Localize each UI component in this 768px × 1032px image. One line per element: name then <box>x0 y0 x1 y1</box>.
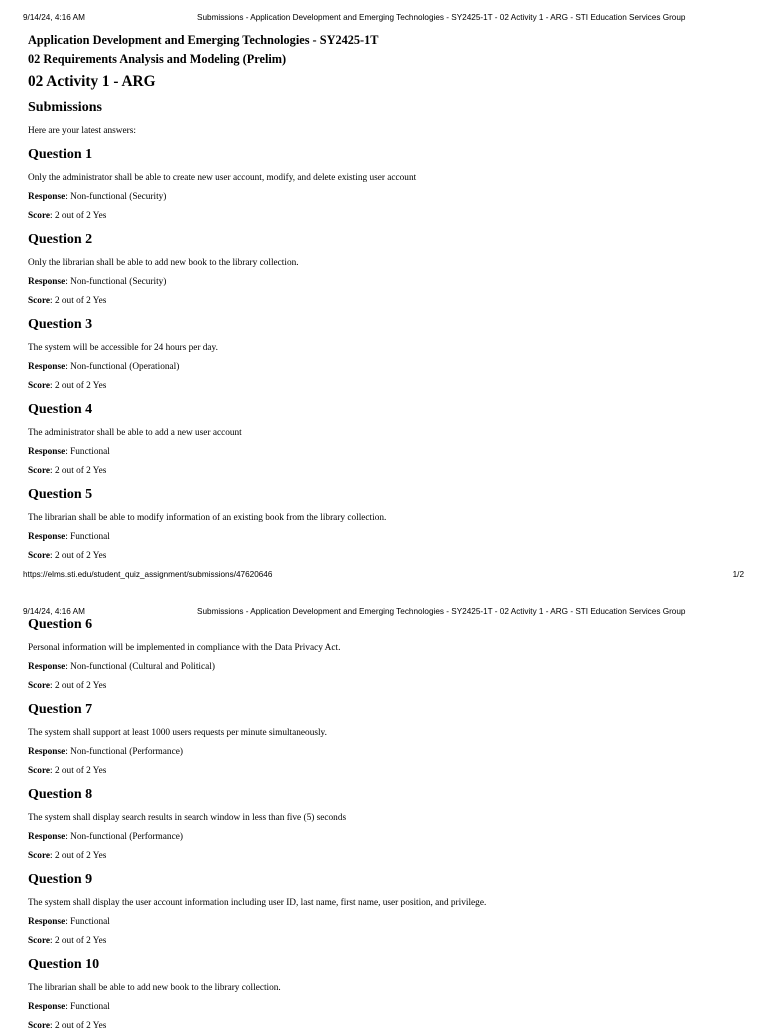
response-value: : Non-functional (Security) <box>65 277 167 287</box>
question-heading: Question 1 <box>28 147 93 162</box>
question-heading: Question 6 <box>28 617 93 632</box>
question-block-1 <box>28 146 748 222</box>
response-label: Response <box>28 1002 66 1012</box>
response-value: : Functional <box>65 447 110 457</box>
question-text: The administrator shall be able to add a new user account <box>28 428 242 438</box>
score-row <box>28 850 748 862</box>
question-text: Only the administrator shall be able to create new user account, modify, and delete existing user account <box>28 173 417 183</box>
question-block-3 <box>28 316 748 392</box>
response-label: Response <box>28 362 66 372</box>
print-page-2 <box>0 594 768 1031</box>
submission-content <box>28 32 748 562</box>
score-label: Score <box>28 466 51 476</box>
response-row <box>28 191 748 203</box>
response-row <box>28 831 748 843</box>
score-label: Score <box>28 296 51 306</box>
response-row <box>28 916 748 928</box>
score-label: Score <box>28 936 51 946</box>
response-value: : Functional <box>65 532 110 542</box>
response-value: : Non-functional (Performance) <box>65 747 183 757</box>
question-text: The librarian shall be able to add new book to the library collection. <box>28 983 281 993</box>
response-label: Response <box>28 747 66 757</box>
score-value: : 2 out of 2 Yes <box>50 551 107 561</box>
print-datetime: 9/14/24, 4:16 AM <box>23 13 85 22</box>
question-heading: Question 10 <box>28 957 100 972</box>
response-value: : Functional <box>65 917 110 927</box>
submissions-heading: Submissions <box>28 100 102 115</box>
score-row <box>28 550 748 562</box>
question-block-6 <box>28 616 748 692</box>
score-value: : 2 out of 2 Yes <box>50 851 107 861</box>
activity-title: 02 Activity 1 - ARG <box>28 73 156 90</box>
intro-text: Here are your latest answers: <box>28 126 136 136</box>
score-value: : 2 out of 2 Yes <box>50 211 107 221</box>
response-value: : Non-functional (Operational) <box>65 362 180 372</box>
course-title: Application Development and Emerging Technologies - SY2425-1T <box>28 33 379 47</box>
question-block-2 <box>28 231 748 307</box>
response-label: Response <box>28 192 66 202</box>
score-row <box>28 210 748 222</box>
question-heading: Question 9 <box>28 872 93 887</box>
response-label: Response <box>28 532 66 542</box>
print-datetime: 9/14/24, 4:16 AM <box>23 607 85 616</box>
question-text: The system shall display the user account information including user ID, last name, first name, user position, and privilege. <box>28 898 487 908</box>
score-label: Score <box>28 211 51 221</box>
response-row <box>28 276 748 288</box>
question-text: Only the librarian shall be able to add new book to the library collection. <box>28 258 299 268</box>
question-block-10 <box>28 956 748 1032</box>
score-row <box>28 1020 748 1032</box>
question-heading: Question 2 <box>28 232 93 247</box>
question-block-5 <box>28 486 748 562</box>
response-row <box>28 446 748 458</box>
response-row <box>28 1001 748 1013</box>
response-row <box>28 661 748 673</box>
response-label: Response <box>28 917 66 927</box>
question-block-4 <box>28 401 748 477</box>
response-label: Response <box>28 277 66 287</box>
score-row <box>28 295 748 307</box>
question-text: The system shall support at least 1000 users requests per minute simultaneously. <box>28 728 327 738</box>
response-row <box>28 531 748 543</box>
response-value: : Functional <box>65 1002 110 1012</box>
score-label: Score <box>28 1021 51 1031</box>
question-text: The system shall display search results in search window in less than five (5) seconds <box>28 813 347 823</box>
question-text: The system will be accessible for 24 hours per day. <box>28 343 218 353</box>
question-text: The librarian shall be able to modify information of an existing book from the library collection. <box>28 513 387 523</box>
print-page-title: Submissions - Application Development and Emerging Technologies - SY2425-1T - 02 Activity 1 - ARG - STI Education Services Group <box>197 607 686 616</box>
score-label: Score <box>28 766 51 776</box>
score-label: Score <box>28 381 51 391</box>
print-page-title: Submissions - Application Development and Emerging Technologies - SY2425-1T - 02 Activity 1 - ARG - STI Education Services Group <box>197 13 686 22</box>
question-block-8 <box>28 786 748 862</box>
question-heading: Question 8 <box>28 787 93 802</box>
response-value: : Non-functional (Cultural and Political) <box>65 662 215 672</box>
question-heading: Question 5 <box>28 487 93 502</box>
response-row <box>28 746 748 758</box>
question-block-9 <box>28 871 748 947</box>
response-row <box>28 361 748 373</box>
page-number: 1/2 <box>732 570 744 579</box>
print-header <box>0 13 768 25</box>
score-row <box>28 680 748 692</box>
response-label: Response <box>28 447 66 457</box>
response-value: : Non-functional (Performance) <box>65 832 183 842</box>
score-label: Score <box>28 551 51 561</box>
score-value: : 2 out of 2 Yes <box>50 466 107 476</box>
response-label: Response <box>28 662 66 672</box>
score-value: : 2 out of 2 Yes <box>50 936 107 946</box>
score-value: : 2 out of 2 Yes <box>50 381 107 391</box>
score-row <box>28 935 748 947</box>
question-heading: Question 3 <box>28 317 93 332</box>
question-heading: Question 4 <box>28 402 93 417</box>
score-label: Score <box>28 681 51 691</box>
score-label: Score <box>28 851 51 861</box>
score-value: : 2 out of 2 Yes <box>50 296 107 306</box>
question-text: Personal information will be implemented in compliance with the Data Privacy Act. <box>28 643 341 653</box>
module-title: 02 Requirements Analysis and Modeling (Prelim) <box>28 52 287 66</box>
score-row <box>28 465 748 477</box>
print-footer <box>0 570 768 582</box>
response-label: Response <box>28 832 66 842</box>
score-value: : 2 out of 2 Yes <box>50 766 107 776</box>
score-row <box>28 765 748 777</box>
question-heading: Question 7 <box>28 702 93 717</box>
score-value: : 2 out of 2 Yes <box>50 681 107 691</box>
score-row <box>28 380 748 392</box>
score-value: : 2 out of 2 Yes <box>50 1021 107 1031</box>
page-url: https://elms.sti.edu/student_quiz_assignment/submissions/47620646 <box>23 570 273 579</box>
question-block-7 <box>28 701 748 777</box>
response-value: : Non-functional (Security) <box>65 192 167 202</box>
submission-content <box>28 616 748 1032</box>
